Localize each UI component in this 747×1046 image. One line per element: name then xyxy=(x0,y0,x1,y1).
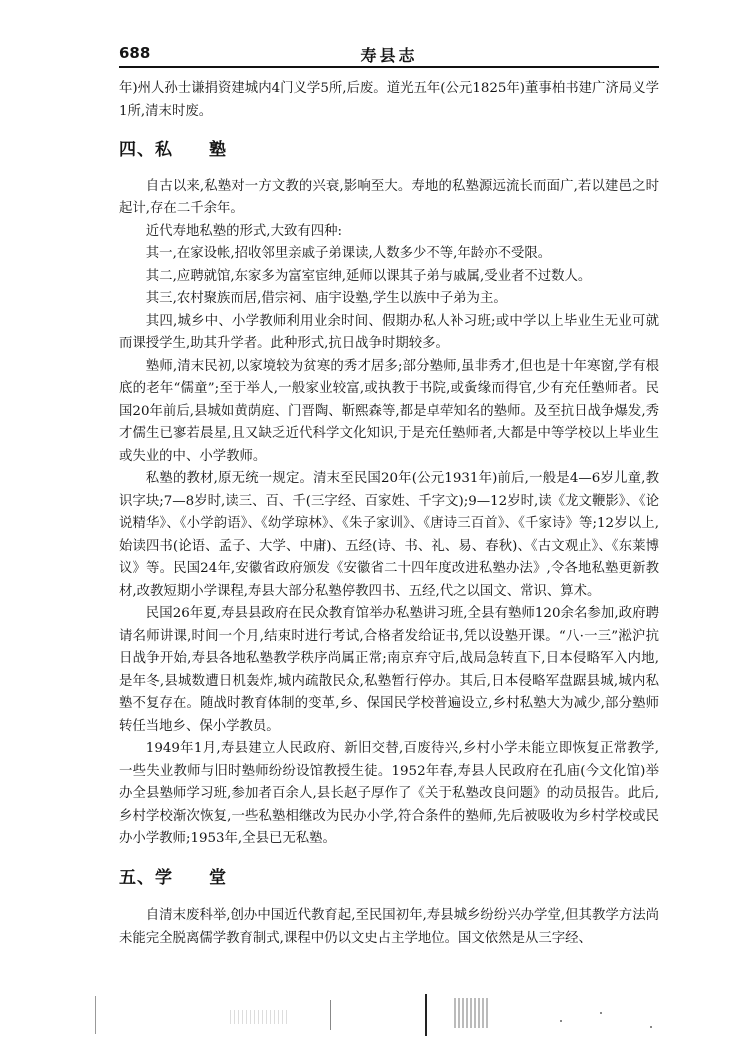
paragraph: 其四,城乡中、小学教师利用业余时间、假期办私人补习班;或中学以上毕业生无业可就而课授学生,助其升学者。此种形式,抗日战争时期较多。 xyxy=(119,313,659,351)
paragraph: 自清末废科举,创办中国近代教育起,至民国初年,寿县城乡纷纷兴办学堂,但其教学方法尚未能完全脱离儒学教育制式,课程中仍以文史占主学地位。国文依然是从三字经、 xyxy=(119,908,659,946)
carryover-paragraph: 年)州人孙士谦捐资建城内4门义学5所,后废。道光五年(公元1825年)董事柏书建广济局义学1所,清末时废。 xyxy=(119,81,659,119)
page-header xyxy=(119,36,659,68)
paragraph: 1949年1月,寿县建立人民政府、新旧交替,百废待兴,乡村小学未能立即恢复正常教学,一些失业教师与旧时塾师纷纷设馆教授生徒。1952年春,寿县人民政府在孔庙(今文化馆)举办全县塾师学习班,参加者百余人,县长赵子厚作了《关于私塾改良问题》的动员报告。此后,乡村学校渐次恢复,一些私塾相继改为民办小学,符合条件的塾师,先后被吸收为乡村学校或民办小学教师;1953年,全县已无私塾。 xyxy=(119,741,659,846)
page-number: 688 xyxy=(119,44,151,62)
paragraph: 自古以来,私塾对一方文教的兴衰,影响至大。寿地的私塾源远流长而面广,若以建邑之时起计,存在二千余年。 xyxy=(119,178,659,216)
section-heading-private-schools: 四、私 塾 xyxy=(119,140,227,160)
paragraph: 其三,农村聚族而居,借宗祠、庙宇设塾,学生以族中子弟为主。 xyxy=(145,291,507,306)
paragraph: 私塾的教材,原无统一规定。清末至民国20年(公元1931年)前后,一般是4—6岁儿童,教识字块;7—8岁时,读三、百、千(三字经、百家姓、千字文);9—12岁时,读《龙文鞭影》、《论说精华》、《小学韵语》、《幼学琼林》、《朱子家训》、《唐诗三百首》、《千家诗》等;12岁以上,始读四书(论语、孟子、大学、中庸)、五经(诗、书、礼、易、春秋)、《古文观止》、《东莱博议》等。民国24年,安徽省政府颁发《安徽省二十四年度改进私塾办法》,令各地私塾更新教材,改教短期小学课程,寿县大部分私塾停教四书、五经,代之以国文、常识、算术。 xyxy=(119,471,659,599)
header-rule xyxy=(119,66,659,68)
paragraph: 其一,在家设帐,招收邻里亲戚子弟课读,人数多少不等,年龄亦不受限。 xyxy=(145,246,552,261)
section-heading-schools: 五、学 堂 xyxy=(119,867,227,888)
book-title: 寿县志 xyxy=(360,46,418,65)
main-text xyxy=(119,78,659,950)
paragraph: 塾师,清末民初,以家境较为贫寒的秀才居多;部分塾师,虽非秀才,但也是十年寒窗,学有根底的老年“儒童”;至于举人,一般家业较富,或执教于书院,或夤缘而得官,少有充任塾师者。民国20年前后,县城如黄荫庭、门晋陶、靳熙森等,都是卓荦知名的塾师。及至抗日战争爆发,秀才儒生已寥若晨星,且又缺乏近代科学文化知识,于是充任塾师者,大都是中等学校以上毕业生或失业的中、小学教师。 xyxy=(119,358,659,464)
paragraph: 其二,应聘就馆,东家多为富室宦绅,延师以课其子弟与戚属,受业者不过数人。 xyxy=(145,268,592,284)
paragraph: 近代寿地私塾的形式,大致有四种: xyxy=(145,223,343,239)
paragraph: 民国26年夏,寿县县政府在民众教育馆举办私塾讲习班,全县有塾师120余名参加,政府聘请名师讲课,时间一个月,结束时进行考试,合格者发给证书,凭以设塾开课。“八·一三”淞沪抗日战争开始,寿县各地私塾教学秩序尚属正常;南京弃守后,战局急转直下,日本侵略军入内地,是年冬,县城数遭日机轰炸,城内疏散民众,私塾暂行停办。其后,日本侵略军盘踞县城,城内私塾不复存在。随战时教育体制的变革,乡、保国民学校普遍设立,乡村私塾大为减少,部分塾师转任当地乡、保小学教员。 xyxy=(119,606,659,734)
scan-artifacts xyxy=(0,990,747,1040)
